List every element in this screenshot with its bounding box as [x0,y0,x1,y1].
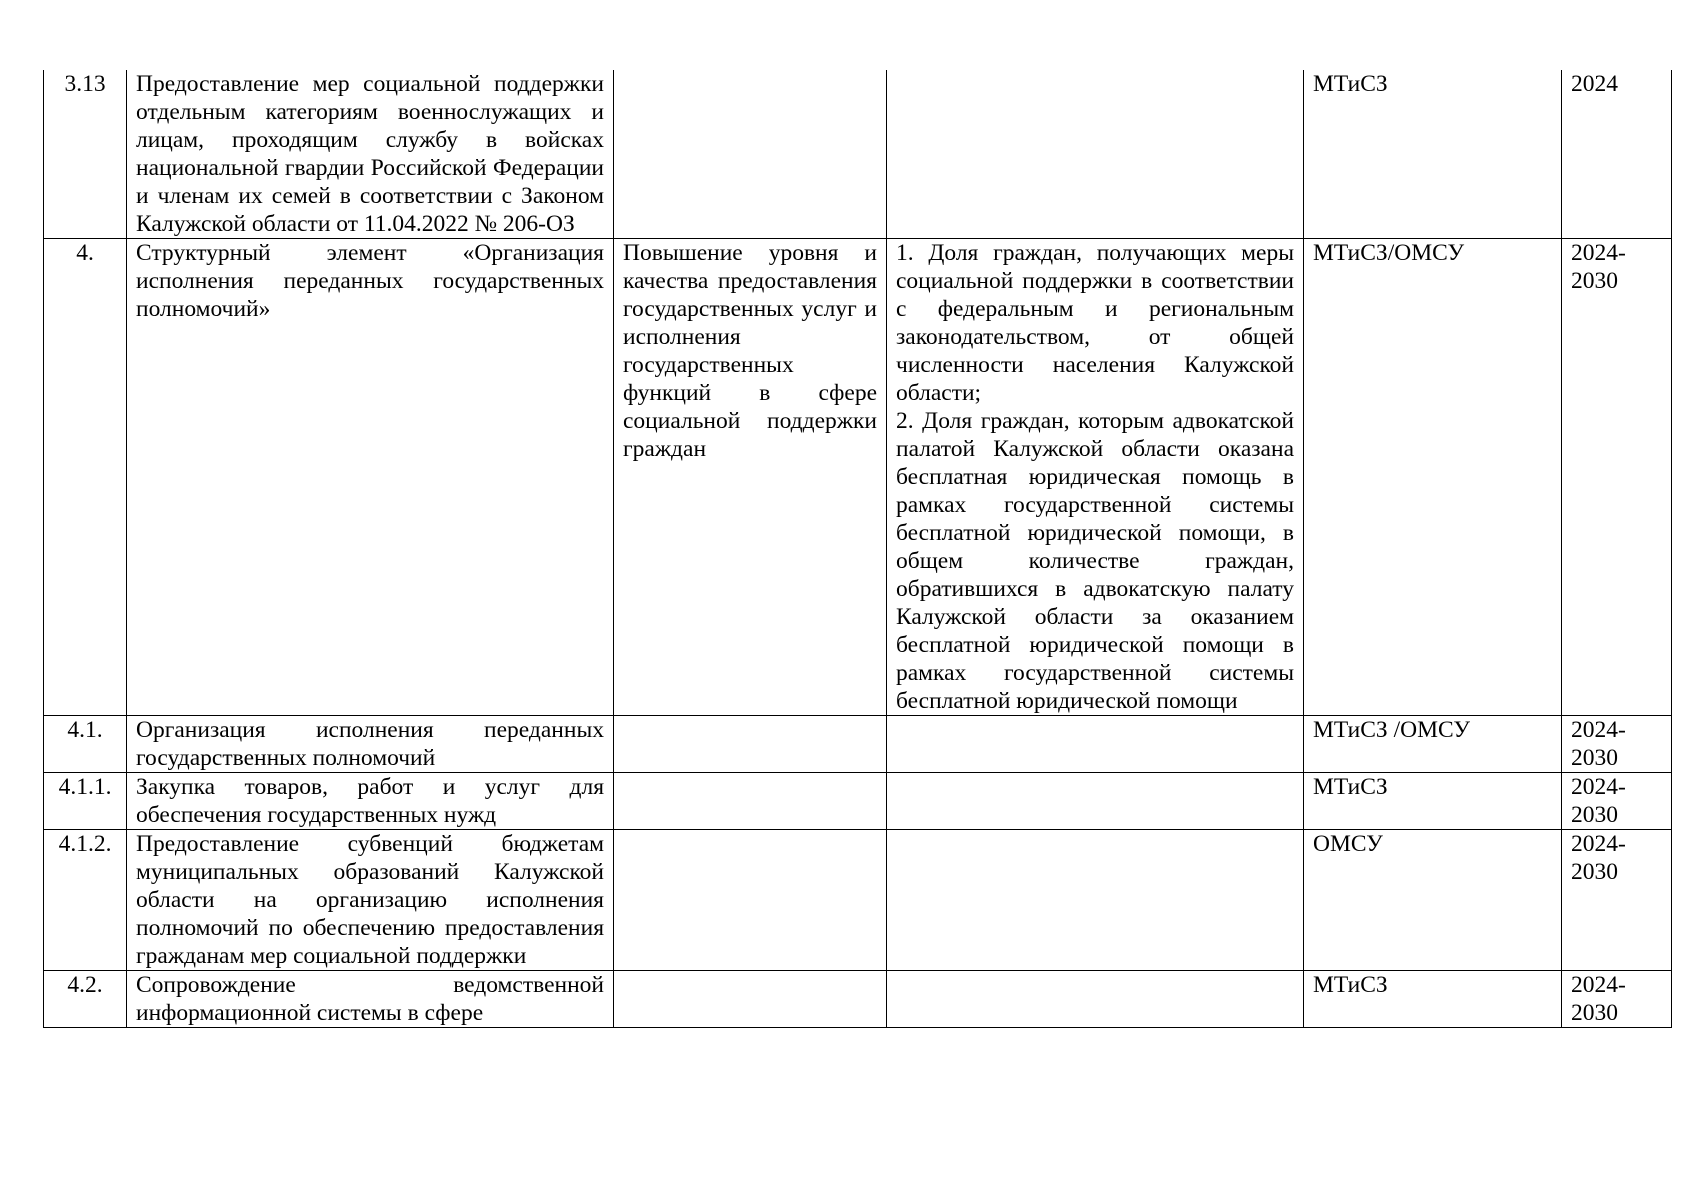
activity-name: Организация исполнения переданных государственных полномочий [127,716,614,773]
program-activities-table [43,70,1672,1028]
row-number: 4.1. [44,716,127,773]
executor-cell: МТиСЗ/ОМСУ [1304,239,1562,716]
task-cell [614,971,887,1028]
task-cell [614,70,887,239]
activity-name: Закупка товаров, работ и услуг для обеспечения государственных нужд [127,773,614,830]
table-row [44,70,1672,239]
indicator-item-1: 1. Доля граждан, получающих меры социальной поддержки в соответствии с федеральным и региональным законодательством, от общей численности населения Калужской области; [896,240,1294,406]
indicator-item-2: 2. Доля граждан, которым адвокатской палатой Калужской области оказана бесплатная юридическая помощь в рамках государственной системы бесплатной юридической помощи, в общем количестве граждан, обратившихся в адвокатскую палату Калужской области за оказанием бесплатной юридической помощи в рамках государственной системы бесплатной юридической помощи [896,408,1294,714]
period-cell: 2024-2030 [1562,239,1672,716]
period-cell: 2024-2030 [1562,971,1672,1028]
activity-name: Структурный элемент «Организация исполнения переданных государственных полномочий» [127,239,614,716]
executor-cell: МТиСЗ [1304,971,1562,1028]
table-row [44,971,1672,1028]
executor-cell: МТиСЗ /ОМСУ [1304,716,1562,773]
executor-cell: МТиСЗ [1304,773,1562,830]
activity-name: Предоставление мер социальной поддержки отдельным категориям военнослужащих и лицам, проходящим службу в войсках национальной гвардии Российской Федерации и членам их семей в соответствии с Законом Калужской области от 11.04.2022 № 206-ОЗ [127,70,614,239]
table-row [44,716,1672,773]
row-number: 4.1.2. [44,830,127,971]
table-row [44,773,1672,830]
indicator-cell [887,239,1304,716]
indicator-cell [887,716,1304,773]
table-row [44,239,1672,716]
row-number: 4.1.1. [44,773,127,830]
period-cell: 2024-2030 [1562,716,1672,773]
indicator-cell [887,70,1304,239]
executor-cell: МТиСЗ [1304,70,1562,239]
activity-name: Сопровождение ведомственной информационной системы в сфере [127,971,614,1028]
period-cell: 2024-2030 [1562,773,1672,830]
row-number: 4. [44,239,127,716]
activity-name: Предоставление субвенций бюджетам муниципальных образований Калужской области на организацию исполнения полномочий по обеспечению предоставления гражданам мер социальной поддержки [127,830,614,971]
period-cell: 2024-2030 [1562,830,1672,971]
row-number: 3.13 [44,70,127,239]
table-row [44,830,1672,971]
task-cell [614,830,887,971]
indicator-cell [887,773,1304,830]
task-cell: Повышение уровня и качества предоставления государственных услуг и исполнения государственных функций в сфере социальной поддержки граждан [614,239,887,716]
task-cell [614,716,887,773]
indicator-cell [887,971,1304,1028]
period-cell: 2024 [1562,70,1672,239]
executor-cell: ОМСУ [1304,830,1562,971]
indicator-cell [887,830,1304,971]
row-number: 4.2. [44,971,127,1028]
task-cell [614,773,887,830]
